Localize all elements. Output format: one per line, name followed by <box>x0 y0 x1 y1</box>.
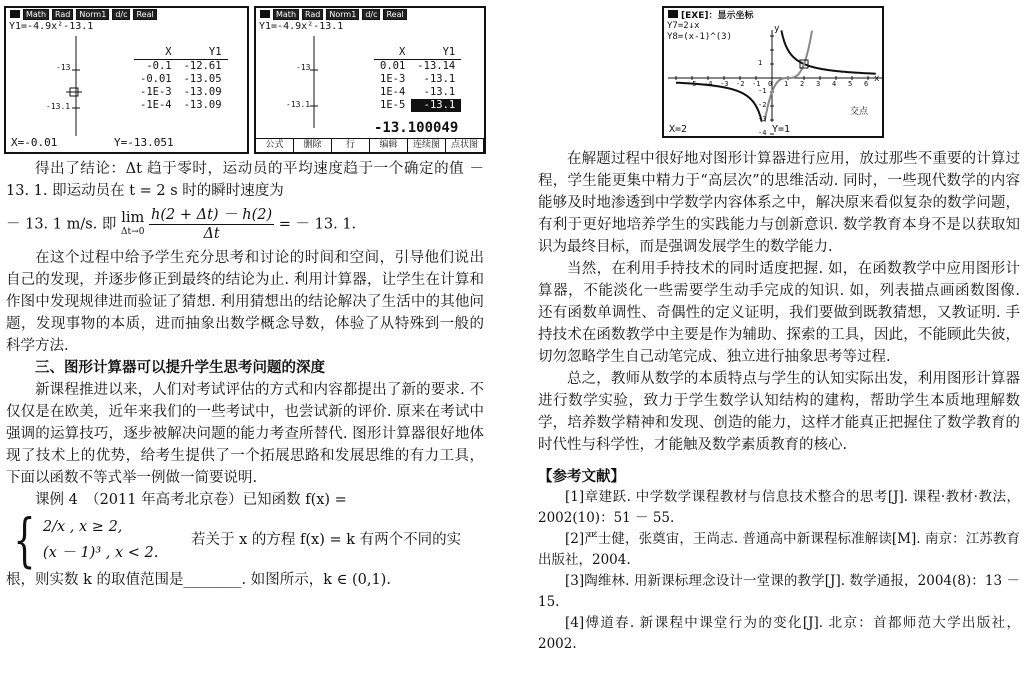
status-tag: Norm1 <box>76 9 109 20</box>
x-tick-label: 0 <box>768 80 773 88</box>
x-tick-label: 5 <box>848 80 853 88</box>
softkey[interactable]: 行 <box>332 139 370 152</box>
y-readout: Y=-13.051 <box>114 136 174 149</box>
y-tick-label: -1 <box>758 87 767 95</box>
calculator-screen-1 <box>4 6 249 154</box>
table-row: 1E-4 -13.1 <box>380 86 456 98</box>
paragraph: 课例 4 （2011 年高考北京卷）已知函数 f(x) = <box>35 492 347 508</box>
y-tick: -13 <box>296 63 311 72</box>
x-readout: X=-0.01 <box>11 136 58 149</box>
x-tick-label: -4 <box>704 80 713 88</box>
screen-title: [EXE]：显示坐标 <box>681 10 754 21</box>
softkey[interactable]: 连续图 <box>408 139 446 152</box>
section-heading: 三、图形计算器可以提升学生思考问题的深度 <box>35 359 325 376</box>
function-label: Y1=-4.9x²-13.1 <box>259 21 344 32</box>
cell-value: -13.100049 <box>374 120 459 136</box>
status-tag: Rad <box>302 9 323 20</box>
table-row: -1E-3 -13.09 <box>140 86 222 98</box>
status-tag: Real <box>383 9 406 20</box>
status-tag: Math <box>23 9 49 20</box>
x-tick-label: 4 <box>832 80 837 88</box>
paragraph: 根，则实数 k 的取值范围是________. 如图所示，k ∈ (0,1). <box>6 572 391 588</box>
paragraph: 当然，在利用手持技术的同时适度把握. 如，在函数教学中应用图形计算器，不能淡化一些需要学生动手完成的知识. 如，列表描点画函数图像. 还有函数单调性、奇偶性的定义证明，我们要做到既教猜想，又教证明. 手持技术在函数教学中主要是作为辅助、探索的工具，因此，不能顾此失彼，切勿忽略学生自己动笔完成、独立进行抽象思考等过程. <box>538 261 1020 365</box>
piecewise-function: { 2/x , x ≥ 2, (x － 1)³ , x < 2. 若关于 x 的方程 f(x) = k 有两个不同的实 <box>13 506 462 574</box>
function-label: Y1=-4.9x²-13.1 <box>9 21 94 32</box>
intersection-label: 交点 <box>850 107 869 117</box>
reference-item: [4]傅道春. 新课程中课堂行为的变化[J]. 北京：首都师范大学出版社，2002. <box>538 615 1020 652</box>
y-tick: -13 <box>56 63 71 72</box>
paragraph: 在解题过程中很好地对图形计算器进行应用，放过那些不重要的计算过程，学生能更集中精力于“高层次”的思维活动. 同时，一些现代数学的内容能够及时地渗透到中学数学内容体系之中，解决原来看似复杂的数学问题，有利于更好地培养学生的实践能力与创新意识. 数学教育本身不是以获取知识为最终目标，而是强调发展学生的数学能力. <box>538 151 1020 255</box>
reciprocal-curve-right <box>781 31 875 74</box>
y-tick: -13.1 <box>286 100 311 109</box>
x-tick-label: 6 <box>864 80 869 88</box>
x-tick-label: 3 <box>816 80 821 88</box>
reference-item: [3]陶维林. 用新课标理念设计一堂课的教学[J]. 数学通报，2004(8)：13 － 15. <box>538 573 1020 610</box>
value-table <box>374 46 461 112</box>
status-tag: d/c <box>112 9 130 20</box>
softkey[interactable]: 删除 <box>294 139 332 152</box>
table-row: -0.01 -13.05 <box>140 73 222 85</box>
x-axis-label: x <box>874 74 880 84</box>
reference-item: [1]章建跃. 中学数学课程教材与信息技术整合的思考[J]. 课程·教材·教法，2002(10)：51 － 55. <box>538 489 1020 526</box>
function-label: Y7=2↓x <box>667 21 700 31</box>
table-row: -0.1 -12.61 <box>146 60 222 72</box>
paragraph: 新课程推进以来，人们对考试评估的方式和内容都提出了新的要求. 不仅仅是在欧美，近年来我们的一些考试中，也尝试新的评价. 原来在考试中强调的运算技巧，逐步被解决问题的能力考查所替代. 图形计算器很好地体现了技术上的优势，给考生提供了一个拓展思路和发展思维的有力工具，下面以函数不等式举一例做一简要说明. <box>6 382 484 486</box>
y-tick-label: -4 <box>758 129 767 137</box>
value-table <box>134 46 228 112</box>
status-tag: d/c <box>362 9 380 20</box>
x-tick-label: 1 <box>784 80 789 88</box>
calculator-screen-2 <box>254 6 486 154</box>
x-tick-label: -3 <box>720 80 729 88</box>
status-tag: Norm1 <box>326 9 359 20</box>
status-tag: Math <box>273 9 299 20</box>
softkey[interactable]: 公式 <box>256 139 294 152</box>
y-tick-label: -3 <box>758 115 767 123</box>
function-label: Y8=(x-1)^(3) <box>667 32 733 42</box>
table-row: 1E-3 -13.1 <box>380 73 456 85</box>
column-header: Y1 <box>178 46 228 60</box>
softkey[interactable]: 编辑 <box>370 139 408 152</box>
difference-quotient: $\frac{h(2 + \Delta t) - h(2)}{\Delta t}$ <box>151 207 273 242</box>
status-tag: Real <box>133 9 156 20</box>
left-column <box>6 158 484 591</box>
paragraph: 总之，教师从数学的本质特点与学生的认知实际出发，利用图形计算器进行数学实验，致力于学生数学认知结构的建构，帮助学生本质地理解数学，培养数学精神和发现、创造的能力，这样才能真正把握住了数学教育的时代性与科学性，才能触及数学素质教育的核心. <box>538 371 1020 453</box>
column-header: Y1 <box>411 46 461 60</box>
column-header: X <box>374 46 411 60</box>
paragraph: 得出了结论：Δt 趋于零时，运动员的平均速度趋于一个确定的值 － 13. 1. 即运动员在 t = 2 s 时的瞬时速度为 <box>6 161 484 199</box>
paragraph: 在这个过程中给予学生充分思考和讨论的时间和空间，引导他们说出自己的发现，并逐步修正到最终的结论为止. 利用计算器，让学生在计算和作图中发现规律进而验证了猜想. 利用猜想出的结论解决了生活中的其他问题，发现事物的本质，进而抽象出数学概念导数，体验了从特殊到一般的科学方法. <box>6 250 484 354</box>
y-tick-label: 1 <box>758 59 763 67</box>
selected-cell: -13.1 <box>411 99 461 112</box>
references-title: 【参考文献】 <box>538 468 625 485</box>
y-tick: -13.1 <box>46 102 71 111</box>
x-tick-label: -1 <box>752 80 761 88</box>
table-row: -1E-4 -13.09 <box>140 99 222 111</box>
x-tick-label: 2 <box>800 80 805 88</box>
status-tag: Rad <box>52 9 73 20</box>
softkey-bar <box>256 138 484 152</box>
limit-operator: lim Δt→0 <box>121 209 145 237</box>
x-tick-label: -5 <box>688 80 697 88</box>
calculator-screen-3 <box>662 6 884 138</box>
column-header: X <box>134 46 178 60</box>
y-tick-label: -2 <box>758 101 767 109</box>
x-readout: X=2 <box>669 124 688 135</box>
references <box>538 466 1020 655</box>
table-row: 0.01 -13.14 <box>380 60 456 72</box>
x-tick-label: -2 <box>736 80 745 88</box>
right-column <box>538 148 1020 655</box>
y-readout: Y=1 <box>772 124 791 135</box>
limit-equation: － 13. 1 m/s. 即 lim Δt→0 $\frac{h(2 + \Delta t) - h(2)}{\Delta t}$ = － 13. 1. <box>6 207 357 242</box>
reciprocal-curve-left <box>676 83 762 122</box>
reference-item: [2]严士健，张奠宙，王尚志. 普通高中新课程标准解读[M]. 南京：江苏教育出版社，2004. <box>538 531 1020 568</box>
softkey[interactable]: 点状图 <box>446 139 484 152</box>
y-axis-label: y <box>774 24 780 34</box>
table-row: 1E-5 -13.1 <box>374 99 461 112</box>
